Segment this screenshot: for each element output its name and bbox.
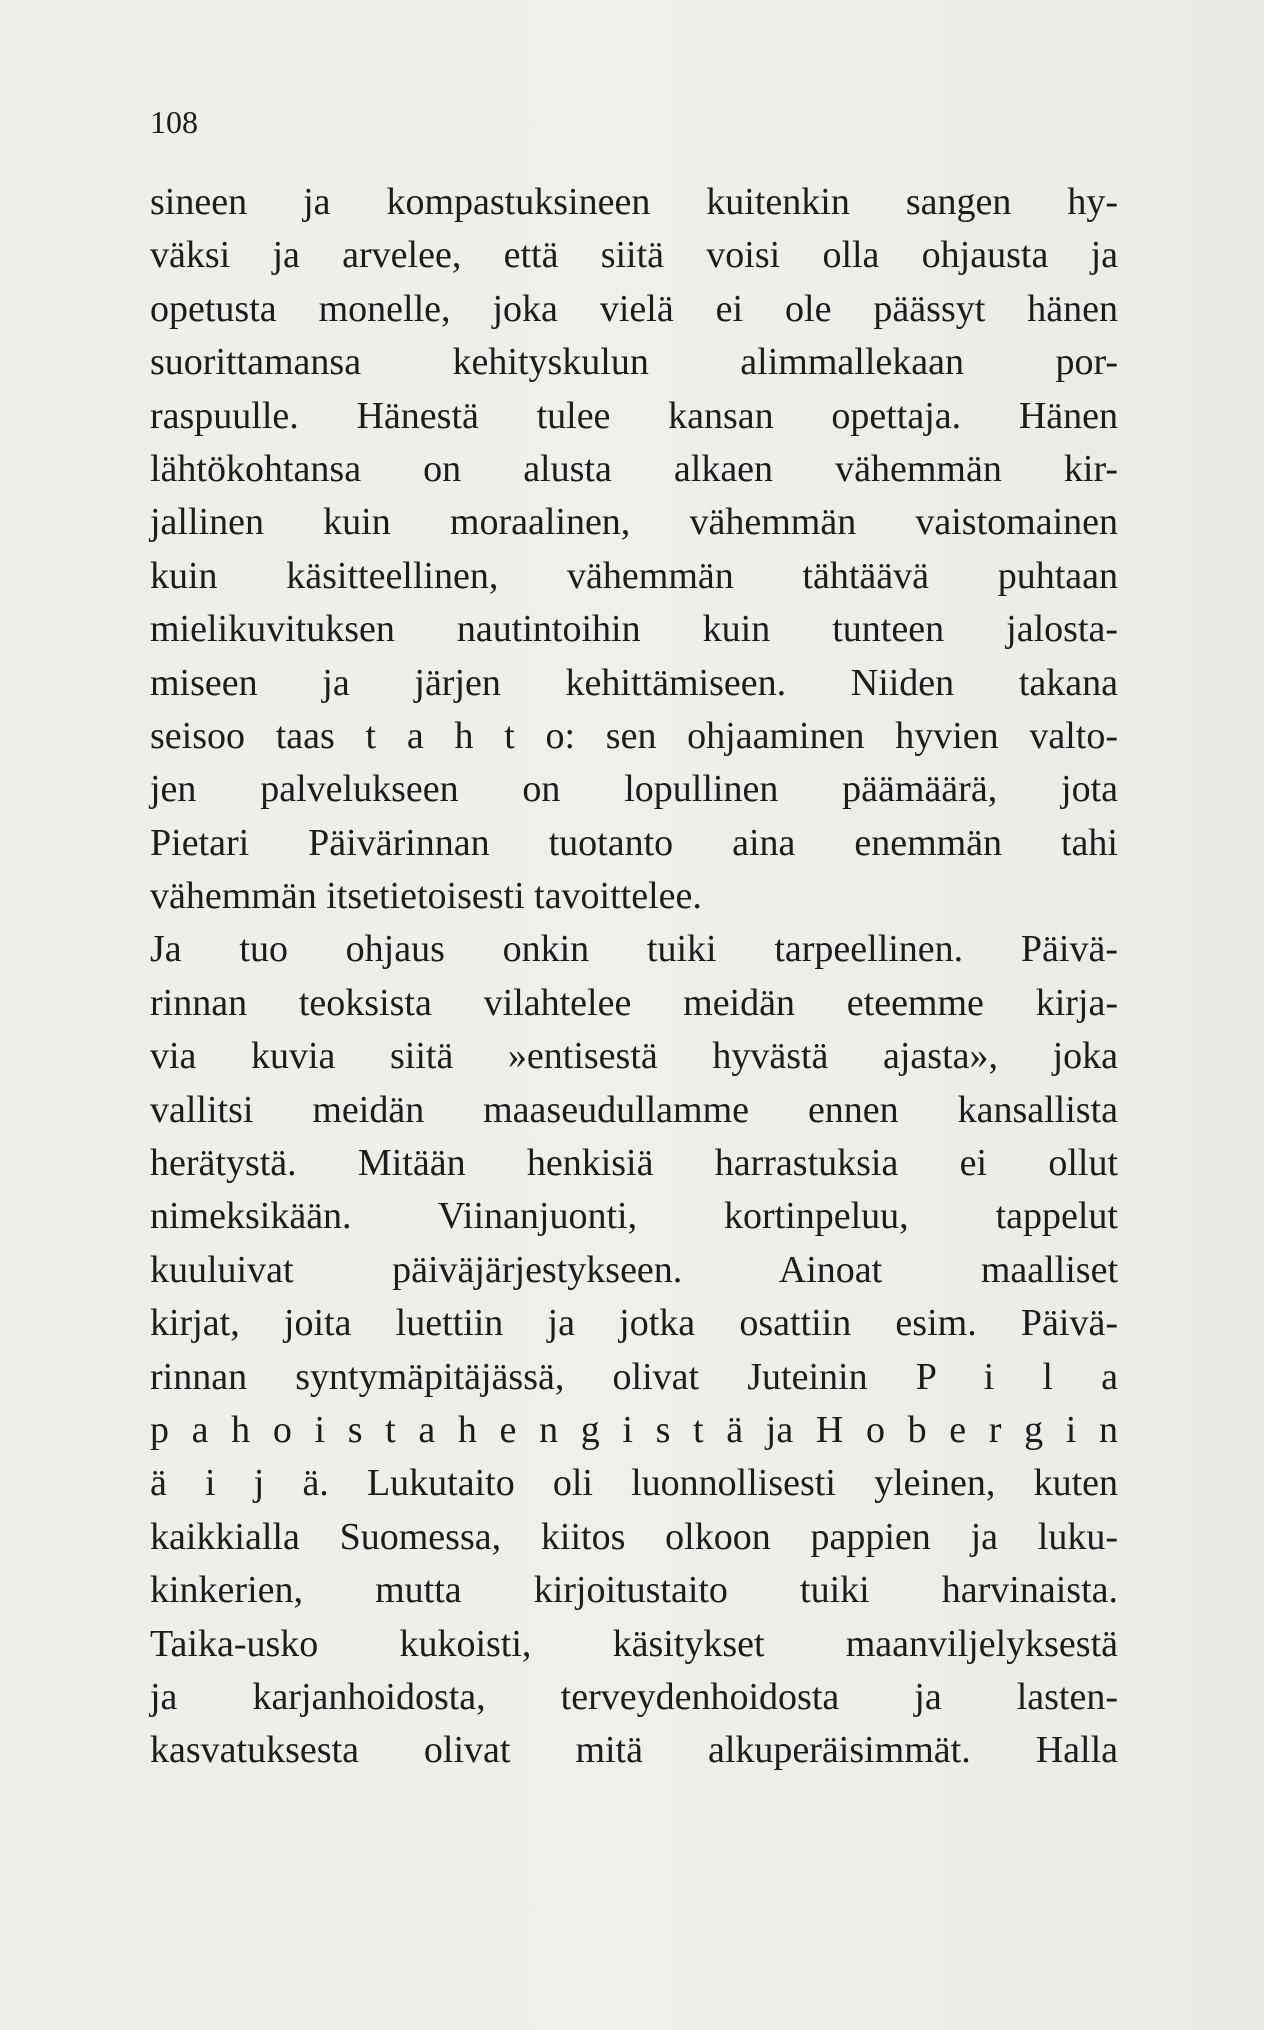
text-line-4: suorittamansa kehityskulun alimmallekaan por-: [150, 341, 1118, 384]
text-line-29: ja karjanhoidosta, terveydenhoidosta ja lasten-: [150, 1675, 1118, 1718]
text-line-15: Ja tuo ohjaus onkin tuiki tarpeellinen. Päivä-: [150, 928, 1118, 971]
text-line-26: kaikkialla Suomessa, kiitos olkoon pappien ja luku-: [150, 1515, 1118, 1558]
text-line-13: Pietari Päivärinnan tuotanto aina enemmän tahi: [150, 821, 1118, 864]
text-line-17: via kuvia siitä »entisestä hyvästä ajasta», joka: [150, 1035, 1118, 1078]
body-text: [150, 176, 1118, 1778]
text-line-19: herätystä. Mitään henkisiä harrastuksia ei ollut: [150, 1142, 1118, 1185]
text-line-6: lähtökohtansa on alusta alkaen vähemmän kir-: [150, 447, 1118, 490]
text-line-25: ä i j ä. Lukutaito oli luonnollisesti yleinen, kuten: [150, 1462, 1118, 1505]
text-line-30: kasvatuksesta olivat mitä alkuperäisimmät. Halla: [150, 1729, 1118, 1772]
text-line-16: rinnan teoksista vilahtelee meidän eteemme kirja-: [150, 981, 1118, 1024]
text-line-12: jen palvelukseen on lopullinen päämäärä, jota: [150, 768, 1118, 811]
text-line-1: sineen ja kompastuksineen kuitenkin sangen hy-: [150, 181, 1118, 223]
text-line-11: seisoo taas t a h t o: sen ohjaaminen hyvien valto-: [150, 714, 1118, 757]
text-line-10: miseen ja järjen kehittämiseen. Niiden takana: [150, 661, 1118, 704]
text-line-22: kirjat, joita luettiin ja jotka osattiin esim. Päivä-: [150, 1302, 1118, 1345]
text-line-2: väksi ja arvelee, että siitä voisi olla ohjausta ja: [150, 234, 1118, 277]
text-line-28: Taika-usko kukoisti, käsitykset maanviljelyksestä: [150, 1622, 1118, 1665]
text-line-21: kuuluivat päiväjärjestykseen. Ainoat maalliset: [150, 1248, 1118, 1291]
text-line-7: jallinen kuin moraalinen, vähemmän vaistomainen: [150, 501, 1118, 544]
text-line-3: opetusta monelle, joka vielä ei ole päässyt hänen: [150, 287, 1118, 330]
text-line-18: vallitsi meidän maaseudullamme ennen kansallista: [150, 1088, 1118, 1131]
page-number: 108: [150, 104, 198, 140]
text-line-14: vähemmän itsetietoisesti tavoittelee.: [150, 875, 702, 918]
text-line-8: kuin käsitteellinen, vähemmän tähtäävä puhtaan: [150, 554, 1118, 597]
text-line-23: rinnan syntymäpitäjässä, olivat Juteinin P i l a: [150, 1355, 1118, 1398]
text-line-20: nimeksikään. Viinanjuonti, kortinpeluu, tappelut: [150, 1195, 1118, 1238]
text-line-24: p a h o i s t a h e n g i s t ä ja H o b e r g i n: [150, 1408, 1118, 1451]
text-line-5: raspuulle. Hänestä tulee kansan opettaja. Hänen: [150, 394, 1118, 437]
text-line-9: mielikuvituksen nautintoihin kuin tunteen jalosta-: [150, 608, 1118, 651]
text-line-27: kinkerien, mutta kirjoitustaito tuiki harvinaista.: [150, 1569, 1118, 1612]
